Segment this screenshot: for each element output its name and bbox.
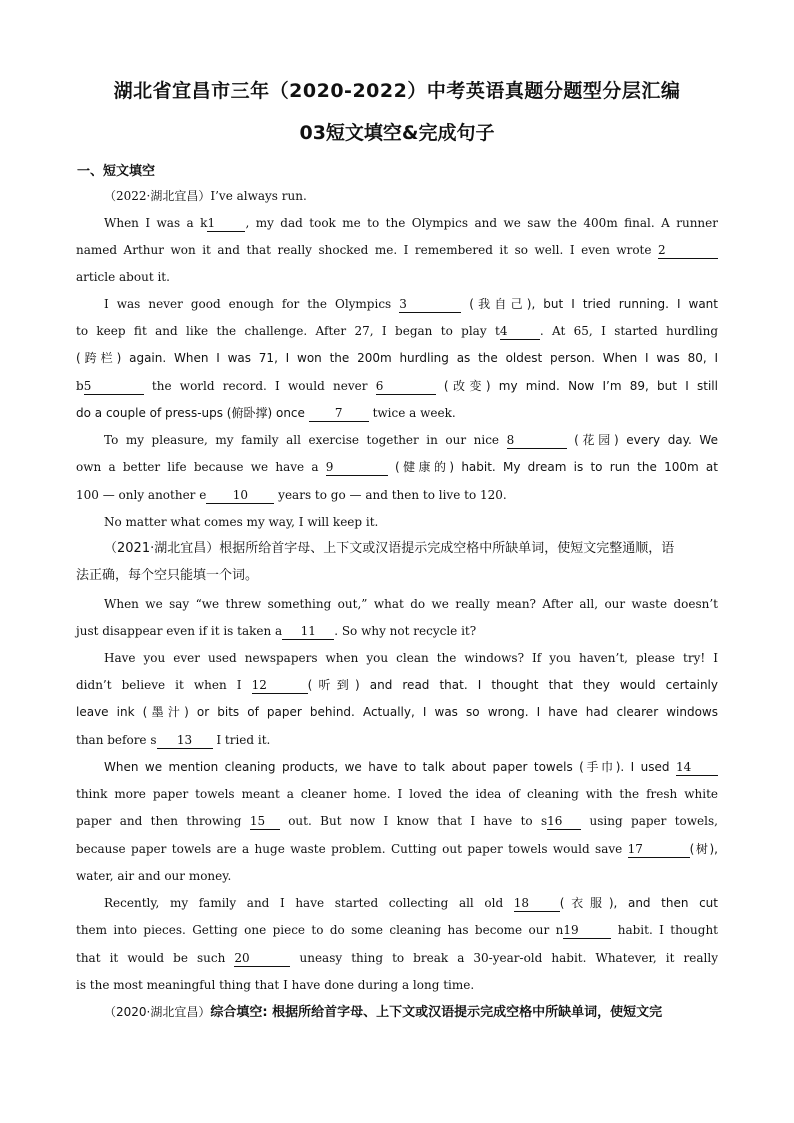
paragraph-line: When I was a k1 , my dad took me to the Olympics and we saw the 400m final. A runner	[104, 216, 718, 230]
paragraph-line: is the most meaningful thing that I have done during a long time.	[76, 978, 475, 992]
answer-blank[interactable]: 18	[514, 896, 560, 912]
answer-blank[interactable]: 2	[658, 243, 718, 259]
paragraph-line: To my pleasure, my family all exercise together in our nice 8 (花园) every day. We	[104, 433, 718, 447]
answer-blank[interactable]: 7	[309, 406, 369, 422]
paragraph-line: (跨栏) again. When I was 71, I won the 200m hurdling as the oldest person. When I was 80, I	[76, 351, 718, 365]
document-subtitle: 03短文填空&完成句子	[299, 122, 495, 144]
paragraph-line: Recently, my family and I have started collecting all old 18 (衣服), and then cut	[104, 896, 718, 910]
document-title: 湖北省宜昌市三年（2020-2022）中考英语真题分题型分层汇编	[113, 80, 681, 102]
answer-blank[interactable]: 4	[500, 324, 540, 340]
answer-blank[interactable]: 11	[282, 624, 334, 640]
answer-blank[interactable]: 19	[563, 923, 611, 939]
section-heading: 一、短文填空	[77, 164, 156, 179]
answer-blank[interactable]: 1	[207, 216, 245, 232]
answer-blank[interactable]: 16	[547, 814, 581, 830]
answer-blank[interactable]: 17	[628, 842, 690, 858]
paragraph-line: No matter what comes my way, I will keep it.	[104, 515, 379, 529]
instruction-text: （2020·湖北宜昌）综合填空: 根据所给首字母、上下文或汉语提示完成空格中所缺单词，使短文完	[104, 1005, 663, 1020]
paragraph-line: leave ink (墨汁) or bits of paper behind. Actually, I was so wrong. I have had clearer windows	[76, 705, 718, 719]
paragraph-line: think more paper towels meant a cleaner home. I loved the idea of cleaning with the fresh white	[76, 787, 718, 801]
paragraph-line: named Arthur won it and that really shocked me. I remembered it so well. I even wrote 2	[76, 241, 718, 259]
paragraph-line: didn’t believe it when I 12 (听到) and read that. I thought that they would certainly	[76, 678, 718, 692]
answer-blank[interactable]: 3	[399, 297, 461, 313]
paragraph-line: just disappear even if it is taken a 11 . So why not recycle it?	[76, 624, 477, 638]
paragraph-line: When we mention cleaning products, we have to talk about paper towels (手巾). I used 14	[104, 758, 718, 776]
paragraph-line: water, air and our money.	[76, 869, 232, 883]
answer-blank[interactable]: 15	[250, 814, 280, 830]
paragraph-line: own a better life because we have a 9 (健康的) habit. My dream is to run the 100m at	[76, 460, 718, 474]
answer-blank[interactable]: 8	[507, 433, 567, 449]
answer-blank[interactable]: 10	[206, 488, 274, 504]
paragraph-line: paper and then throwing 15 out. But now I know that I have to s16 using paper towels,	[76, 814, 718, 828]
paragraph-line: to keep fit and like the challenge. After 27, I began to play t4 . At 65, I started hurdling	[76, 324, 718, 338]
paragraph-line: 100 — only another e 10 years to go — and then to live to 120.	[76, 488, 507, 502]
paragraph-line: that it would be such 20 uneasy thing to break a 30-year-old habit. Whatever, it really	[76, 951, 718, 965]
paragraph-line: When we say “we threw something out,” what do we really mean? After all, our waste doesn’t	[104, 597, 718, 611]
instruction-text: 法正确，每个空只能填一个词。	[76, 568, 259, 583]
answer-blank[interactable]: 12	[252, 678, 308, 694]
answer-blank[interactable]: 14	[676, 760, 718, 776]
paragraph-line: b5 the world record. I would never 6 (改变) my mind. Now I’m 89, but I still	[76, 379, 718, 393]
answer-blank[interactable]: 6	[376, 379, 436, 395]
answer-blank[interactable]: 13	[157, 733, 213, 749]
paragraph-line: Have you ever used newspapers when you clean the windows? If you haven’t, please try! I	[104, 651, 718, 665]
answer-blank[interactable]: 20	[234, 951, 290, 967]
answer-blank[interactable]: 9	[326, 460, 388, 476]
instruction-text: （2021·湖北宜昌）根据所给首字母、上下文或汉语提示完成空格中所缺单词，使短文完整通顺，语	[104, 541, 675, 556]
passage-source: （2022·湖北宜昌）I’ve always run.	[104, 189, 307, 203]
paragraph-line: than before s 13 I tried it.	[76, 733, 271, 747]
paragraph-line: I was never good enough for the Olympics 3 (我自己), but I tried running. I want	[104, 297, 718, 311]
answer-blank[interactable]: 5	[84, 379, 144, 395]
paragraph-line: them into pieces. Getting one piece to do some cleaning has become our n19 habit. I thought	[76, 923, 718, 937]
paragraph-line: article about it.	[76, 270, 170, 284]
paragraph-line: because paper towels are a huge waste problem. Cutting out paper towels would save 17 (树),	[76, 842, 718, 856]
paragraph-line: do a couple of press-ups (俯卧撑) once 7 twice a week.	[76, 406, 456, 420]
